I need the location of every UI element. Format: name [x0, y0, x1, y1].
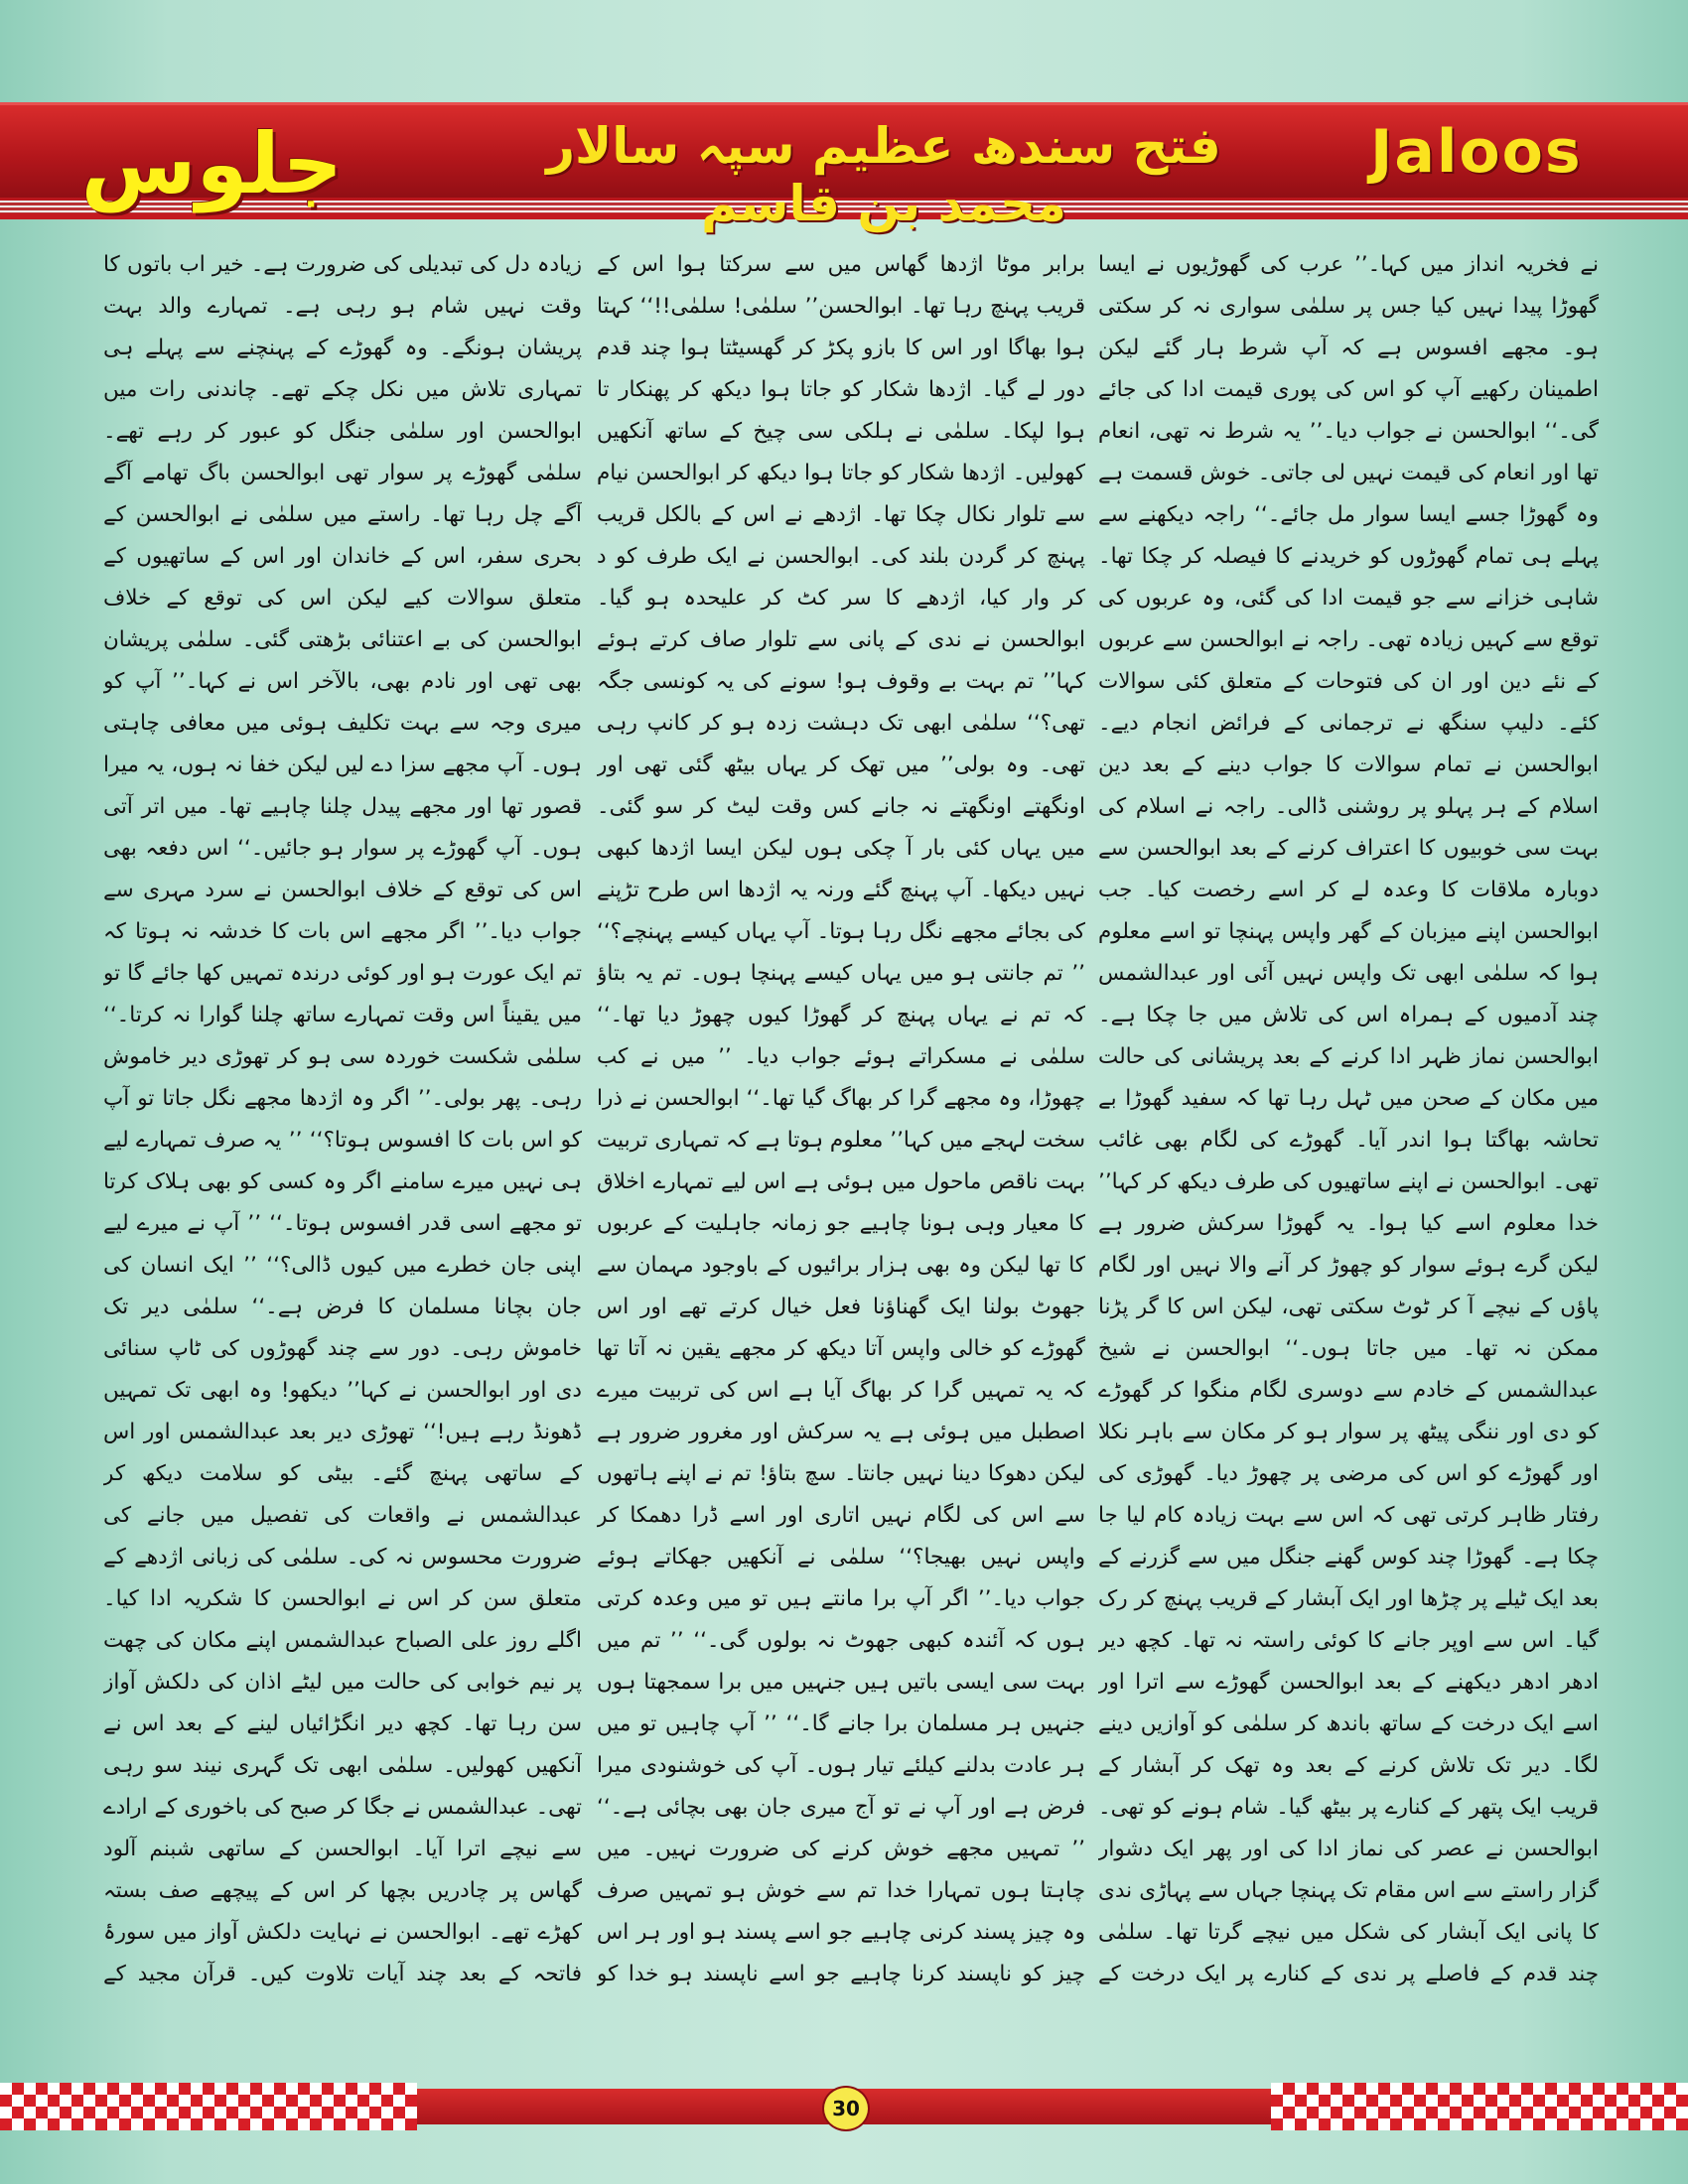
header-tagline: فتح سندھ عظیم سپہ سالار محمد بن قاسم — [546, 117, 1221, 232]
page-number: 30 — [822, 2086, 870, 2131]
brand-logo-urdu: جلوس — [80, 115, 343, 212]
article-column-left: زیادہ دل کی تبدیلی کی ضرورت ہے۔ خیر اب باتوں کا وقت نہیں شام ہو رہی ہے۔ تمہارے والد بہت پریشان ہونگے۔ وہ گھوڑے کے پہنچنے سے پہلے ہی تمہاری تلاش میں نکل چکے تھے۔ چاندنی رات میں ابوالحسن اور سلمٰی جنگل کو عبور کر رہے تھے۔ سلمٰی گھوڑے پر سوار تھی ابوالحسن باگ تھامے آگے آگے چل رہا تھا۔ راستے میں سلمٰی نے ابوالحسن کے بحری سفر، اس کے خاندان اور اس کے ساتھیوں کے متعلق سوالات کیے لیکن اس کی توقع کے خلاف ابوالحسن کی بے اعتنائی بڑھتی گئی۔ سلمٰی پریشان بھی تھی اور نادم بھی، بالآخر اس نے کہا۔’’ آپ کو میری وجہ سے بہت تکلیف ہوئی میں معافی چاہتی ہوں۔ آپ مجھے سزا دے لیں لیکن خفا نہ ہوں، یہ میرا قصور تھا اور مجھے پیدل چلنا چاہیے تھا۔ میں اتر آتی ہوں۔ آپ گھوڑے پر سوار ہو جائیں۔‘‘ اس دفعہ بھی اس کی توقع کے خلاف ابوالحسن نے سرد مہری سے جواب دیا۔’’ اگر مجھے اس بات کا خدشہ نہ ہوتا کہ تم ایک عورت ہو اور کوئی درندہ تمہیں کھا جائے گا تو میں یقیناً اس وقت تمہارے ساتھ چلنا گوارا نہ کرتا۔‘‘ سلمٰی شکست خوردہ سی ہو کر تھوڑی دیر خاموش رہی۔ پھر بولی۔’’ اگر وہ اژدھا مجھے نگل جاتا تو آپ کو اس بات کا افسوس ہوتا؟‘‘ ’’ یہ صرف تمہارے لیے ہی نہیں میرے سامنے اگر وہ کسی کو بھی ہلاک کرتا تو مجھے اسی قدر افسوس ہوتا۔‘‘ ’’ آپ نے میرے لیے اپنی جان خطرے میں کیوں ڈالی؟‘‘ ’’ ایک انسان کی جان بچانا مسلمان کا فرض ہے۔‘‘ سلمٰی دیر تک خاموش رہی۔ دور سے چند گھوڑوں کی ٹاپ سنائی دی اور ابوالحسن نے کہا’’ دیکھو! وہ ابھی تک تمہیں ڈھونڈ رہے ہیں!‘‘ تھوڑی دیر بعد عبدالشمس اور اس کے ساتھی پہنچ گئے۔ بیٹی کو سلامت دیکھ کر عبدالشمس نے واقعات کی تفصیل میں جانے کی ضرورت محسوس نہ کی۔ سلمٰی کی زبانی اژدھے کے متعلق سن کر اس نے ابوالحسن کا شکریہ ادا کیا۔ اگلے روز علی الصباح عبدالشمس اپنے مکان کی چھت پر نیم خوابی کی حالت میں لیٹے اذان کی دلکش آواز سن رہا تھا۔ کچھ دیر انگڑائیاں لینے کے بعد اس نے آنکھیں کھولیں۔ سلمٰی ابھی تک گہری نیند سو رہی تھی۔ عبدالشمس نے جگا کر صبح کی باخوری کے ارادے سے نیچے اترا آیا۔ ابوالحسن کے ساتھی شبنم آلود گھاس پر چادریں بچھا کر اس کے پیچھے صف بستہ کھڑے تھے۔ ابوالحسن نے نہایت دلکش آواز میں سورۂ فاتحہ کے بعد چند آیات تلاوت کیں۔ قرآن مجید کے — [103, 252, 582, 1986]
article-column-middle: برابر موٹا اژدھا گھاس میں سے سرکتا ہوا اس کے قریب پہنچ رہا تھا۔ ابوالحسن’’ سلمٰی! سلمٰی!!‘‘ کہتا ہوا بھاگا اور اس کا بازو پکڑ کر گھسیٹتا ہوا چند قدم دور لے گیا۔ اژدھا شکار کو جاتا ہوا دیکھ کر پھنکار تا ہوا لپکا۔ سلمٰی نے ہلکی سی چیخ کے ساتھ آنکھیں کھولیں۔ اژدھا شکار کو جاتا ہوا دیکھ کر ابوالحسن نیام سے تلوار نکال چکا تھا۔ اژدھے نے اس کے بالکل قریب پہنچ کر گردن بلند کی۔ ابوالحسن نے ایک طرف کو د کر وار کیا، اژدھے کا سر کٹ کر علیحدہ ہو گیا۔ ابوالحسن نے ندی کے پانی سے تلوار صاف کرتے ہوئے کہا’’ تم بہت بے وقوف ہو! سونے کی یہ کونسی جگہ تھی؟‘‘ سلمٰی ابھی تک دہشت زدہ ہو کر کانپ رہی تھی۔ وہ بولی’’ میں تھک کر یہاں بیٹھ گئی تھی اور اونگھتے اونگھتے نہ جانے کس وقت لیٹ کر سو گئی۔ میں یہاں کئی بار آ چکی ہوں لیکن ایسا اژدھا کبھی نہیں دیکھا۔ آپ پہنچ گئے ورنہ یہ اژدھا اس طرح تڑپنے کی بجائے مجھے نگل رہا ہوتا۔ آپ یہاں کیسے پہنچے؟‘‘ ’’ تم جانتی ہو میں یہاں کیسے پہنچا ہوں۔ تم یہ بتاؤ کہ تم نے یہاں پہنچ کر گھوڑا کیوں چھوڑ دیا تھا۔‘‘ سلمٰی نے مسکراتے ہوئے جواب دیا۔ ’’ میں نے کب چھوڑا، وہ مجھے گرا کر بھاگ گیا تھا۔‘‘ ابوالحسن نے ذرا سخت لہجے میں کہا’’ معلوم ہوتا ہے کہ تمہاری تربیت بہت ناقص ماحول میں ہوئی ہے اس لیے تمہارے اخلاق کا معیار وہی ہونا چاہیے جو زمانہ جاہلیت کے عربوں کا تھا لیکن وہ بھی ہزار برائیوں کے باوجود مہمان سے جھوٹ بولنا ایک گھناؤنا فعل خیال کرتے تھے اور اس گھوڑے کو خالی واپس آتا دیکھ کر مجھے یقین نہ آتا تھا کہ یہ تمہیں گرا کر بھاگ آیا ہے اس کی تربیت میرے اصطبل میں ہوئی ہے یہ سرکش اور مغرور ضرور ہے لیکن دھوکا دینا نہیں جانتا۔ سچ بتاؤ! تم نے اپنے ہاتھوں سے اس کی لگام نہیں اتاری اور اسے ڈرا دھمکا کر واپس نہیں بھیجا؟‘‘ سلمٰی نے آنکھیں جھکاتے ہوئے جواب دیا۔’’ اگر آپ برا مانتے ہیں تو میں وعدہ کرتی ہوں کہ آئندہ کبھی جھوٹ نہ بولوں گی۔‘‘ ’’ تم میں بہت سی ایسی باتیں ہیں جنہیں میں برا سمجھتا ہوں جنہیں ہر مسلمان برا جانے گا۔‘‘ ’’ آپ چاہیں تو میں ہر عادت بدلنے کیلئے تیار ہوں۔ آپ کی خوشنودی میرا فرض ہے اور آپ نے تو آج میری جان بھی بچائی ہے۔‘‘ ’’ تمہیں مجھے خوش کرنے کی ضرورت نہیں۔ میں چاہتا ہوں تمہارا خدا تم سے خوش ہو تمہیں صرف وہ چیز پسند کرنی چاہیے جو اسے پسند ہو اور ہر اس چیز کو ناپسند کرنا چاہیے جو اسے ناپسند ہو خدا کو — [597, 252, 1085, 1986]
footer-checker-left — [0, 2083, 417, 2130]
article-column-right: نے فخریہ انداز میں کہا۔’’ عرب کی گھوڑیوں نے ایسا گھوڑا پیدا نہیں کیا جس پر سلمٰی سواری نہ کر سکتی ہو۔ مجھے افسوس ہے کہ آپ شرط ہار گئے لیکن اطمینان رکھیے آپ کو اس کی پوری قیمت ادا کی جائے گی۔‘‘ ابوالحسن نے جواب دیا۔’’ یہ شرط نہ تھی، انعام تھا اور انعام کی قیمت نہیں لی جاتی۔ خوش قسمت ہے وہ گھوڑا جسے ایسا سوار مل جائے۔‘‘ راجہ دیکھنے سے پہلے ہی تمام گھوڑوں کو خریدنے کا فیصلہ کر چکا تھا۔ شاہی خزانے سے جو قیمت ادا کی گئی، وہ عربوں کی توقع سے کہیں زیادہ تھی۔ راجہ نے ابوالحسن سے عربوں کے نئے دین اور ان کی فتوحات کے متعلق کئی سوالات کئے۔ دلیپ سنگھ نے ترجمانی کے فرائض انجام دیے۔ ابوالحسن نے تمام سوالات کا جواب دینے کے بعد دین اسلام کے ہر پہلو پر روشنی ڈالی۔ راجہ نے اسلام کی بہت سی خوبیوں کا اعتراف کرنے کے بعد ابوالحسن سے دوبارہ ملاقات کا وعدہ لے کر اسے رخصت کیا۔ جب ابوالحسن اپنے میزبان کے گھر واپس پہنچا تو اسے معلوم ہوا کہ سلمٰی ابھی تک واپس نہیں آئی اور عبدالشمس چند آدمیوں کے ہمراہ اس کی تلاش میں جا چکا ہے۔ ابوالحسن نماز ظہر ادا کرنے کے بعد پریشانی کی حالت میں مکان کے صحن میں ٹہل رہا تھا کہ سفید گھوڑا بے تحاشہ بھاگتا ہوا اندر آیا۔ گھوڑے کی لگام بھی غائب تھی۔ ابوالحسن نے اپنے ساتھیوں کی طرف دیکھ کر کہا’’ خدا معلوم اسے کیا ہوا۔ یہ گھوڑا سرکش ضرور ہے لیکن گرے ہوئے سوار کو چھوڑ کر آنے والا نہیں اور لگام پاؤں کے نیچے آ کر ٹوٹ سکتی تھی، لیکن اس کا گر پڑنا ممکن نہ تھا۔ میں جاتا ہوں۔‘‘ ابوالحسن نے شیخ عبدالشمس کے خادم سے دوسری لگام منگوا کر گھوڑے کو دی اور ننگی پیٹھ پر سوار ہو کر مکان سے باہر نکلا اور گھوڑے کو اس کی مرضی پر چھوڑ دیا۔ گھوڑی کی رفتار ظاہر کرتی تھی کہ اس سے بہت زیادہ کام لیا جا چکا ہے۔ گھوڑا چند کوس گھنے جنگل میں سے گزرنے کے بعد ایک ٹیلے پر چڑھا اور ایک آبشار کے قریب پہنچ کر رک گیا۔ اس سے اوپر جانے کا کوئی راستہ نہ تھا۔ کچھ دیر ادھر ادھر دیکھنے کے بعد ابوالحسن گھوڑے سے اترا اور اسے ایک درخت کے ساتھ باندھ کر سلمٰی کو آوازیں دینے لگا۔ دیر تک تلاش کرنے کے بعد وہ تھک کر آبشار کے قریب ایک پتھر کے کنارے پر بیٹھ گیا۔ شام ہونے کو تھی۔ ابوالحسن نے عصر کی نماز ادا کی اور پھر ایک دشوار گزار راستے سے اس مقام تک پہنچا جہاں سے پہاڑی ندی کا پانی ایک آبشار کی شکل میں نیچے گرتا تھا۔ سلمٰی چند قدم کے فاصلے پر ندی کے کنارے پر ایک درخت کے — [1098, 252, 1599, 1986]
footer-checker-right — [1271, 2083, 1688, 2130]
brand-logo-english: Jaloos — [1370, 117, 1583, 187]
